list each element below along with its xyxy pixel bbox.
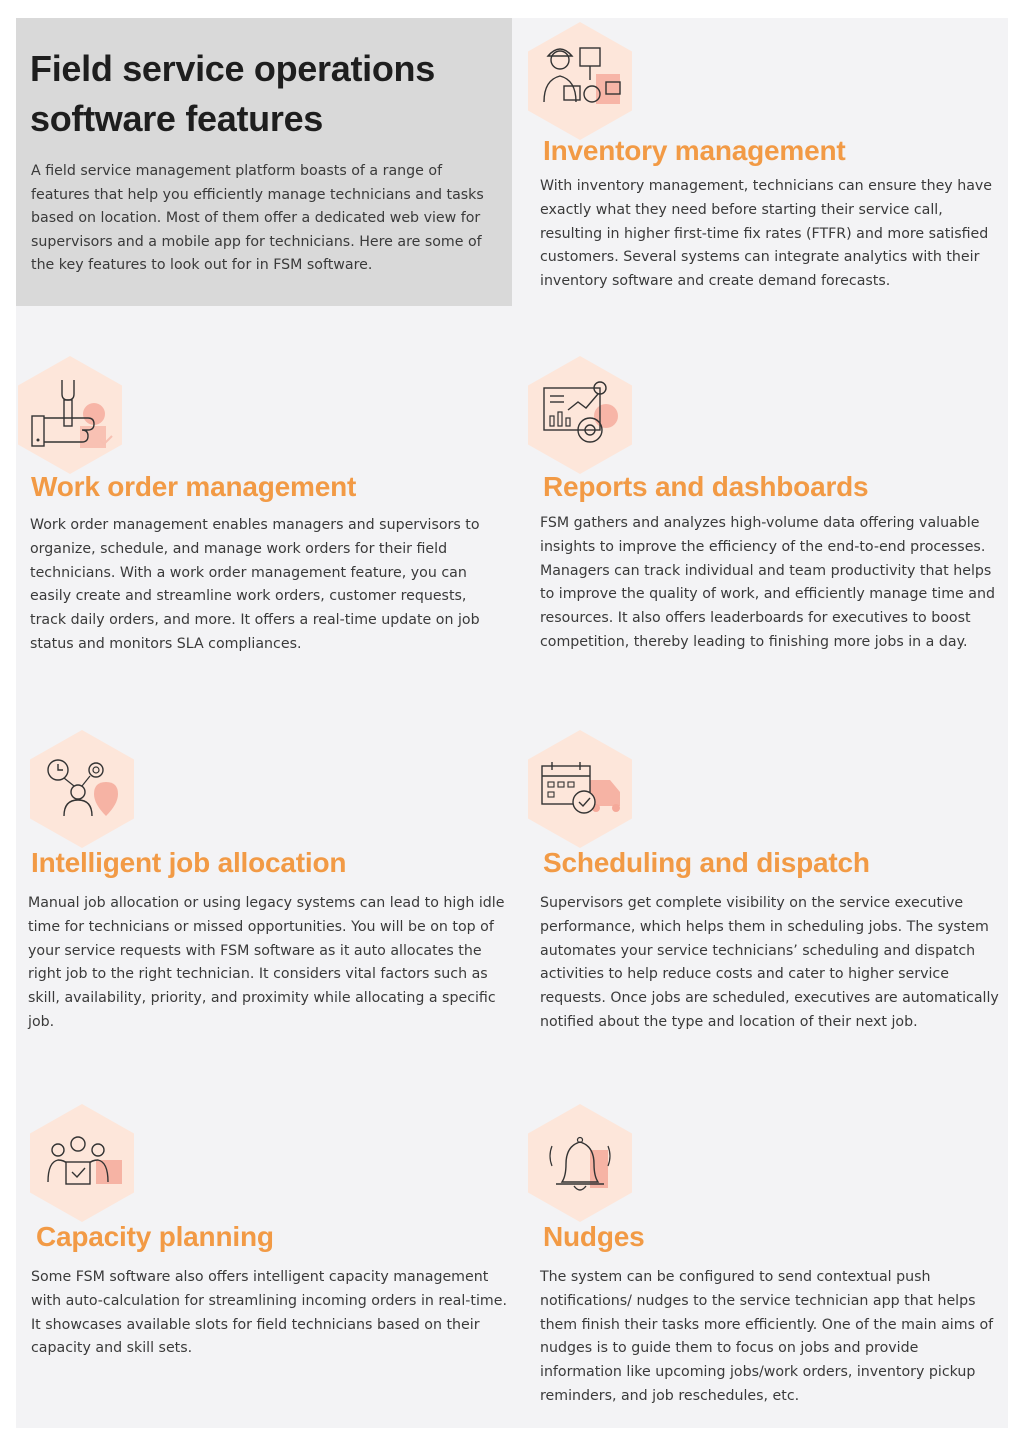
- feature-description: Supervisors get complete visibility on the service executive performance, which helps them in scheduling jobs. The system automates your service technicians’ scheduling and dispatch activities to help reduce costs and cater to higher service requests. Once jobs are scheduled, executives are automatically notified about the type and location of their next job.: [540, 895, 999, 1030]
- feature-title: Scheduling and dispatch: [543, 847, 870, 878]
- dashboard-chart-icon: [528, 356, 632, 474]
- feature-description: FSM gathers and analyzes high-volume data offering valuable insights to improve the efficiency of the end-to-end processes. Managers can track individual and team productivity that helps to improve the quality of work, and efficiently manage time and resources. It also offers leaderboards for executives to boost competition, thereby leading to finishing more jobs in a day.: [540, 515, 995, 650]
- feature-scheduling-and-dispatch: [528, 730, 1008, 1070]
- feature-title: Work order management: [31, 471, 357, 502]
- team-check-icon: [30, 1104, 134, 1222]
- feature-reports-and-dashboards: [528, 356, 1008, 686]
- intro-text: A field service management platform boasts of a range of features that help you efficiently manage technicians and tasks based on location. Most of them offer a dedicated web view for supervisors and a mobile app for technicians. Here are some of the key features to look out for in FSM software.: [31, 163, 484, 274]
- feature-title: Intelligent job allocation: [31, 847, 347, 878]
- feature-description: With inventory management, technicians can ensure they have exactly what they need before starting their service call, resulting in higher first-time fix rates (FTFR) and more satisfied customers. Several systems can integrate analytics with their inventory software and create demand forecasts.: [540, 178, 993, 290]
- feature-nudges: [528, 1104, 1008, 1424]
- calendar-truck-icon: [528, 730, 632, 848]
- feature-work-order-management: [16, 356, 512, 676]
- feature-description: Some FSM software also offers intelligent capacity management with auto-calculation for streamlining incoming orders in real-time. It showcases available slots for field technicians based on their capacity and skill sets.: [31, 1269, 507, 1357]
- title-line-2: software features: [30, 98, 324, 139]
- page-title: [30, 44, 500, 144]
- feature-description: Work order management enables managers and supervisors to organize, schedule, and manage work orders for their field technicians. With a work order management feature, you can easily create and streamline work orders, customer requests, track daily orders, and more. It offers a real-time update on job status and monitors SLA compliances.: [30, 517, 480, 652]
- feature-title: Nudges: [543, 1221, 645, 1252]
- intro-panel: [16, 18, 512, 306]
- feature-capacity-planning: [16, 1104, 512, 1404]
- bell-icon: [528, 1104, 632, 1222]
- person-clock-gear-location-icon: [30, 730, 134, 848]
- feature-intelligent-job-allocation: [16, 730, 512, 1050]
- feature-inventory-management: [528, 22, 1008, 312]
- inventory-technician-icon: [528, 22, 632, 140]
- wrench-thumbs-up-icon: [18, 356, 122, 474]
- feature-description: Manual job allocation or using legacy systems can lead to high idle time for technicians or missed opportunities. You will be on top of your service requests with FSM software as it auto allocates the right job to the right technician. It considers vital factors such as skill, availability, priority, and proximity while allocating a specific job.: [28, 895, 505, 1030]
- feature-description: The system can be configured to send contextual push notifications/ nudges to the service technician app that helps them finish their tasks more efficiently. One of the main aims of nudges is to guide them to focus on jobs and provide information like upcoming jobs/work orders, inventory pickup reminders, and job reschedules, etc.: [540, 1269, 994, 1404]
- feature-title: Reports and dashboards: [543, 471, 869, 502]
- feature-title: Inventory management: [543, 135, 846, 166]
- feature-title: Capacity planning: [36, 1221, 274, 1252]
- title-line-1: Field service operations: [30, 48, 435, 89]
